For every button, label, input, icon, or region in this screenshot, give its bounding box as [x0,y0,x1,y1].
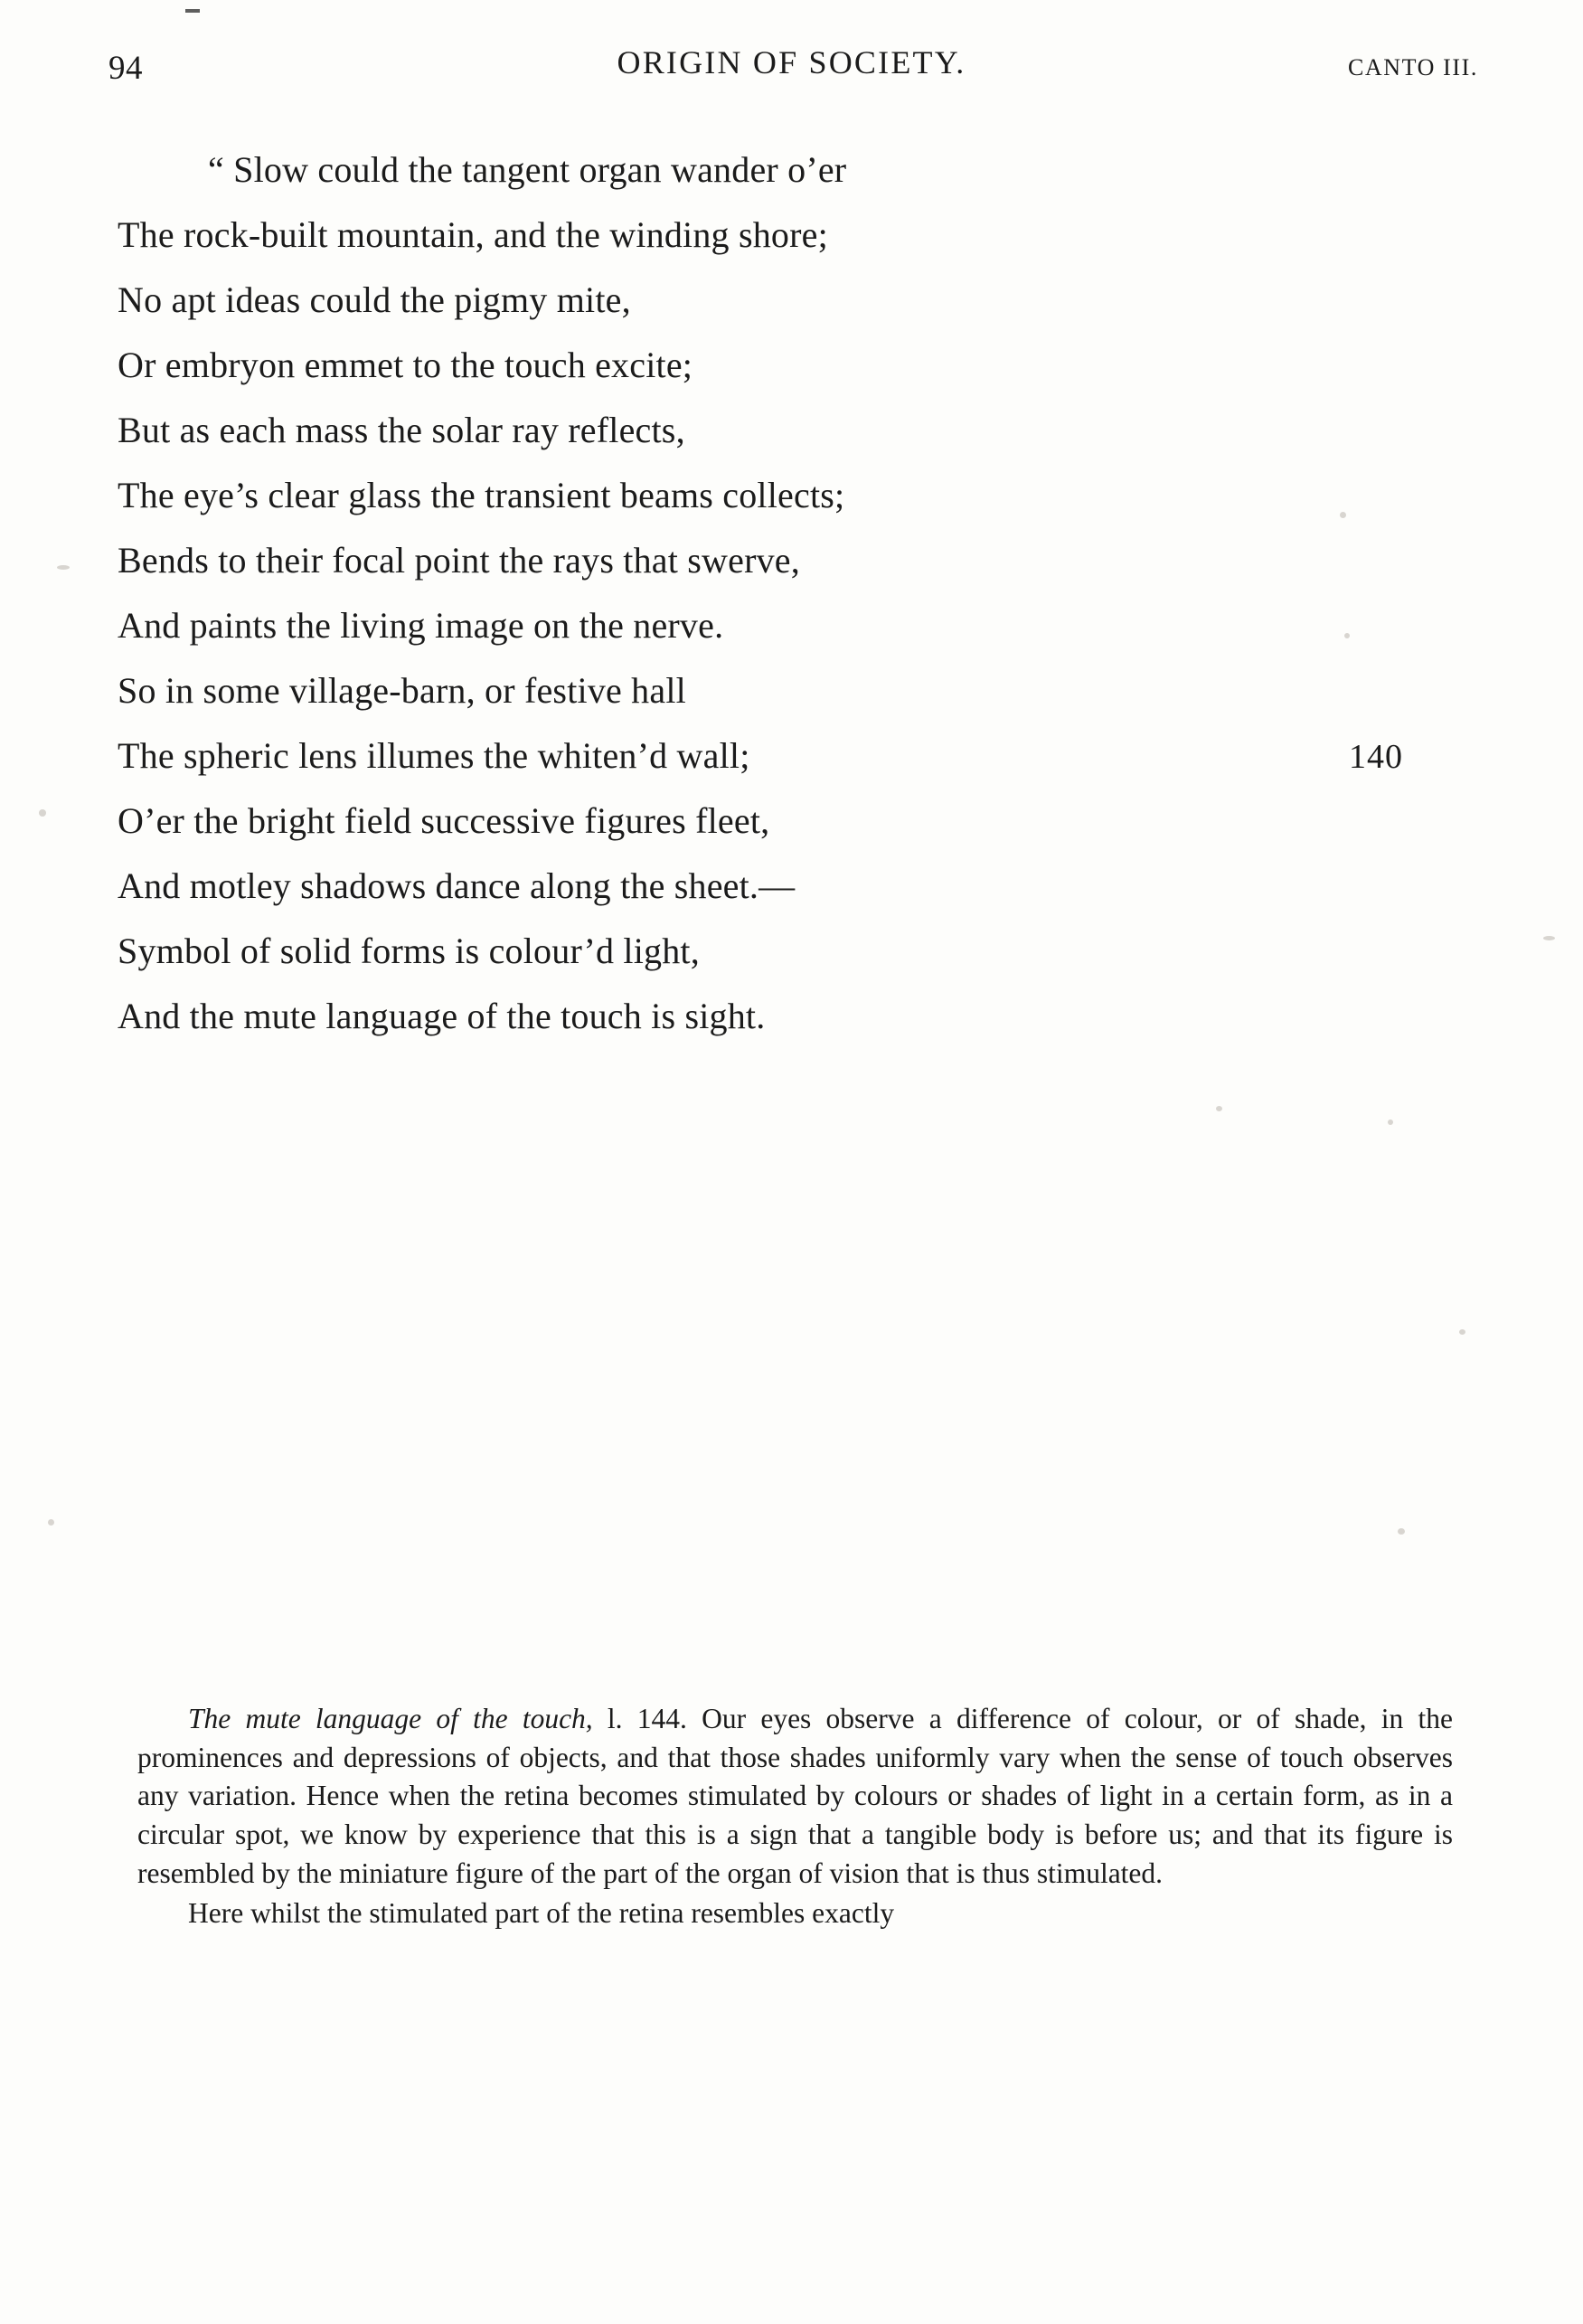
paper-speck [48,1519,54,1526]
poem-line [118,214,1456,282]
page-number: 94 [108,50,143,87]
footnote-paragraph [137,1700,1453,1893]
poem-line-text: Bends to their focal point the rays that swerve, [118,540,800,581]
poem-line-text: No apt ideas could the pigmy mite, [118,279,631,320]
footnote-block [137,1700,1453,1933]
footnote-paragraph-second: Here whilst the stimulated part of the retina resembles exactly [188,1897,895,1930]
footnote-body: Our eyes observe a difference of colour, or of shade, in the prominences and depressions of objects, and that those shades uniformly vary when the sense of touch observes any variation. Hence when the retina becomes stimulated by colours or shades of light in a certain form, as in a circular spot, we know by experience that this is a sign that a tangible body is before us; and that its figure is resembled by the miniature figure of the part of the organ of vision that is thus stimulated. [137,1703,1453,1889]
poem-line [118,279,1456,347]
poem-line [118,412,1456,477]
poem-line-text: The spheric lens illumes the whiten’d wall; [118,735,750,776]
poem-line-text: And the mute language of the touch is sight. [118,996,766,1036]
poem-line [118,865,1456,933]
poem-line-text: But as each mass the solar ray reflects, [118,410,685,450]
canto-label: CANTO III. [1347,54,1478,80]
poem-line [118,149,1456,217]
paper-speck [1388,1119,1393,1125]
page-edge-mark [185,9,200,13]
poem-line-text: Or embryon emmet to the touch excite; [118,345,693,385]
paper-speck [1543,936,1555,940]
poem-line-text: So in some village-barn, or festive hall [118,670,686,711]
poem-line [118,477,1456,543]
poem-line [118,933,1456,998]
paper-speck [39,809,46,817]
running-title: ORIGIN OF SOCIETY. [617,44,966,80]
poem-line [118,347,1456,412]
poem-line [118,735,1456,803]
poem-line-text: The eye’s clear glass the transient beams collects; [118,475,845,515]
poem-line [118,800,1456,868]
paper-speck [57,565,70,570]
poem-line-text: O’er the bright field successive figures fleet, [118,800,770,841]
paper-speck [1216,1106,1222,1111]
poem-line-text: And paints the living image on the nerve. [118,605,724,646]
poem-line-number: 140 [1349,738,1403,776]
footnote-lemma: The mute language of the touch, [188,1703,593,1734]
poem-line [118,998,1456,1063]
poem-line-text: And motley shadows dance along the sheet.— [118,865,796,906]
poem-line-text: “ Slow could the tangent organ wander o’er [208,149,847,190]
poem-line [118,540,1456,608]
poem-line-text: Symbol of solid forms is colour’d light, [118,931,700,971]
footnote-reference: l. 144. [592,1703,687,1734]
poem-line [118,605,1456,673]
poem-line-text: The rock-built mountain, and the winding shore; [118,214,828,255]
paper-speck [1459,1329,1465,1335]
poem-line [118,670,1456,738]
paper-speck [1398,1528,1405,1535]
page-header [87,43,1496,90]
poem-body [118,149,1456,1063]
